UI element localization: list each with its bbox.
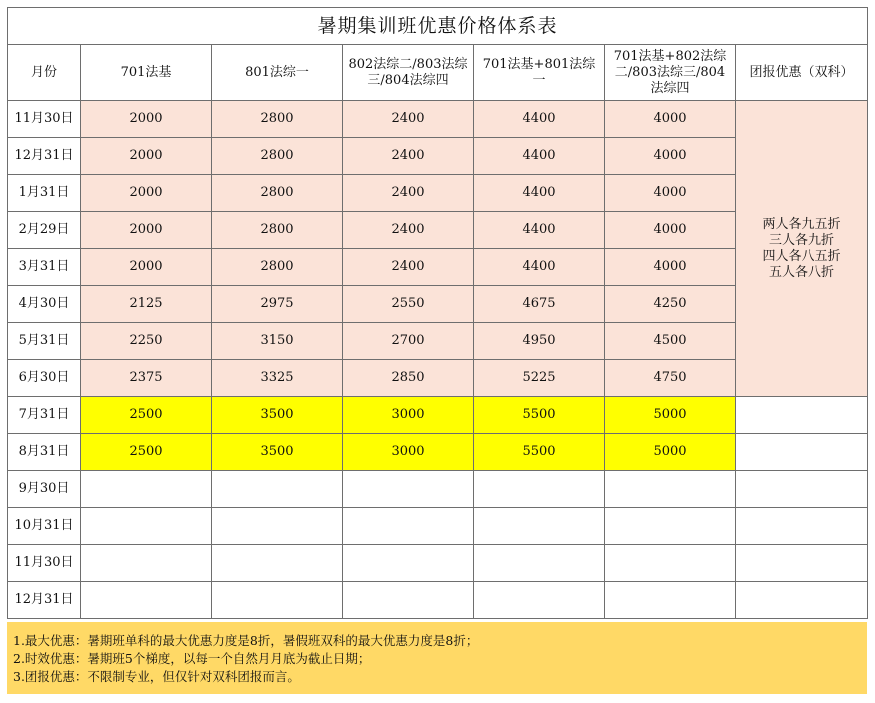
month-cell: 8月31日 (8, 434, 81, 471)
month-cell: 1月31日 (8, 175, 81, 212)
price-cell (212, 582, 343, 619)
price-cell: 2375 (81, 360, 212, 397)
note-line: 2.时效优惠：暑期班5个梯度，以每一个自然月月底为截止日期； (13, 651, 371, 666)
price-cell: 2400 (343, 249, 474, 286)
price-cell: 4400 (474, 138, 605, 175)
price-cell: 2125 (81, 286, 212, 323)
price-cell: 3000 (343, 434, 474, 471)
price-cell (343, 471, 474, 508)
month-cell: 4月30日 (8, 286, 81, 323)
month-cell: 9月30日 (8, 471, 81, 508)
price-cell: 5500 (474, 397, 605, 434)
price-cell (605, 508, 736, 545)
price-cell: 2400 (343, 101, 474, 138)
notes-box (7, 622, 867, 694)
header-701-801-label: 701法基+801法综一 (482, 56, 596, 88)
header-row (8, 45, 868, 101)
price-cell: 2700 (343, 323, 474, 360)
price-cell: 2400 (343, 212, 474, 249)
month-cell: 6月30日 (8, 360, 81, 397)
price-cell (81, 471, 212, 508)
price-cell: 2250 (81, 323, 212, 360)
price-cell (81, 545, 212, 582)
price-cell: 4400 (474, 101, 605, 138)
price-cell: 2800 (212, 101, 343, 138)
group-discount-empty-cell (736, 471, 868, 508)
month-cell: 11月30日 (8, 101, 81, 138)
price-cell (474, 582, 605, 619)
price-cell (343, 545, 474, 582)
price-cell: 4400 (474, 212, 605, 249)
price-cell: 2400 (343, 175, 474, 212)
price-cell: 2550 (343, 286, 474, 323)
price-cell: 4000 (605, 175, 736, 212)
price-cell: 4000 (605, 138, 736, 175)
price-cell: 4750 (605, 360, 736, 397)
header-701-802-803-804 (605, 45, 736, 101)
price-cell: 2975 (212, 286, 343, 323)
price-cell: 2800 (212, 212, 343, 249)
price-cell: 3150 (212, 323, 343, 360)
table-row (8, 101, 868, 138)
month-cell: 3月31日 (8, 249, 81, 286)
price-cell: 4000 (605, 249, 736, 286)
price-sheet (7, 7, 867, 619)
month-cell: 12月31日 (8, 138, 81, 175)
price-cell: 2000 (81, 175, 212, 212)
price-cell (605, 545, 736, 582)
price-cell: 2500 (81, 434, 212, 471)
group-discount-empty-cell (736, 582, 868, 619)
month-cell: 10月31日 (8, 508, 81, 545)
price-cell (212, 471, 343, 508)
price-cell: 2800 (212, 249, 343, 286)
month-cell: 5月31日 (8, 323, 81, 360)
price-cell (81, 582, 212, 619)
header-801 (212, 45, 343, 101)
group-discount-line: 五人各八折 (769, 264, 835, 280)
group-discount-empty-cell (736, 508, 868, 545)
note-line: 1.最大优惠：暑期班单科的最大优惠力度是8折，暑假班双科的最大优惠力度是8折； (13, 633, 479, 648)
price-cell: 2800 (212, 138, 343, 175)
table-row (8, 582, 868, 619)
price-cell: 2000 (81, 101, 212, 138)
header-802-803-804-label: 802法综二/803法综三/804法综四 (348, 56, 468, 88)
price-cell (474, 471, 605, 508)
group-discount-line: 两人各九五折 (762, 216, 841, 232)
price-cell: 3000 (343, 397, 474, 434)
price-cell: 2850 (343, 360, 474, 397)
price-cell (605, 471, 736, 508)
price-cell: 4500 (605, 323, 736, 360)
price-cell (343, 582, 474, 619)
price-cell (212, 508, 343, 545)
price-cell: 5000 (605, 434, 736, 471)
price-cell: 4250 (605, 286, 736, 323)
month-cell: 11月30日 (8, 545, 81, 582)
table-row (8, 434, 868, 471)
group-discount-line: 三人各九折 (769, 232, 835, 248)
price-cell (212, 545, 343, 582)
price-table (7, 7, 868, 619)
price-cell: 2000 (81, 212, 212, 249)
price-cell: 5000 (605, 397, 736, 434)
table-row (8, 471, 868, 508)
price-cell: 3500 (212, 434, 343, 471)
header-group-discount (736, 45, 868, 101)
price-cell: 4950 (474, 323, 605, 360)
table-title: 暑期集训班优惠价格体系表 (8, 8, 868, 45)
price-cell: 4675 (474, 286, 605, 323)
price-cell: 4400 (474, 249, 605, 286)
header-701-label: 701法基 (120, 64, 172, 80)
price-cell: 4000 (605, 101, 736, 138)
price-cell (81, 508, 212, 545)
group-discount-cell (736, 101, 868, 397)
header-801-label: 801法综一 (245, 64, 309, 80)
price-cell (474, 545, 605, 582)
group-discount-empty-cell (736, 545, 868, 582)
price-cell: 5225 (474, 360, 605, 397)
header-month-label: 月份 (30, 64, 57, 80)
month-cell: 7月31日 (8, 397, 81, 434)
header-701-802-803-804-label: 701法基+802法综二/803法综三/804法综四 (613, 48, 727, 96)
price-cell: 2000 (81, 138, 212, 175)
table-row (8, 397, 868, 434)
header-802-803-804 (343, 45, 474, 101)
group-discount-empty-cell (736, 397, 868, 434)
month-cell: 2月29日 (8, 212, 81, 249)
group-discount-empty-cell (736, 434, 868, 471)
price-cell (474, 508, 605, 545)
group-discount-line: 四人各八五折 (762, 248, 841, 264)
price-cell: 4000 (605, 212, 736, 249)
price-cell: 2800 (212, 175, 343, 212)
price-cell: 3500 (212, 397, 343, 434)
price-cell: 5500 (474, 434, 605, 471)
month-cell: 12月31日 (8, 582, 81, 619)
header-701 (81, 45, 212, 101)
table-row (8, 545, 868, 582)
note-line: 3.团报优惠：不限制专业，但仅针对双科团报而言。 (13, 669, 300, 684)
price-cell: 2000 (81, 249, 212, 286)
price-cell (343, 508, 474, 545)
price-cell (605, 582, 736, 619)
header-month (8, 45, 81, 101)
price-cell: 4400 (474, 175, 605, 212)
price-cell: 2500 (81, 397, 212, 434)
price-cell: 2400 (343, 138, 474, 175)
table-row (8, 508, 868, 545)
header-group-discount-label: 团报优惠（双科） (749, 64, 854, 80)
price-cell: 3325 (212, 360, 343, 397)
header-701-801 (474, 45, 605, 101)
